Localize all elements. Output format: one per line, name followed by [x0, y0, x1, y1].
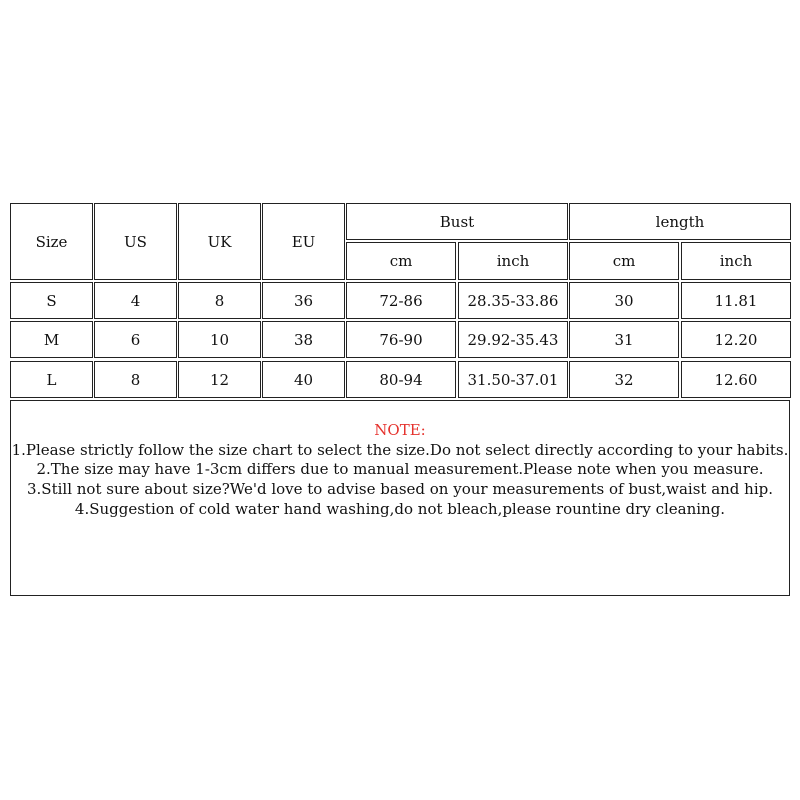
cell-us: 8: [94, 361, 177, 398]
cell-bust-cm: 72-86: [346, 282, 456, 319]
note-item: 1.Please strictly follow the size chart to select the size.Do not select directly according to your habits.: [11, 440, 789, 459]
cell-length-inch: 11.81: [681, 282, 791, 319]
cell-eu: 40: [262, 361, 345, 398]
cell-length-inch: 12.60: [681, 361, 791, 398]
cell-uk: 10: [178, 321, 261, 358]
cell-length-cm: 31: [569, 321, 679, 358]
cell-bust-inch: 28.35-33.86: [458, 282, 568, 319]
cell-us: 6: [94, 321, 177, 358]
cell-eu: 36: [262, 282, 345, 319]
cell-bust-inch: 31.50-37.01: [458, 361, 568, 398]
note-item: 2.The size may have 1-3cm differs due to manual measurement.Please note when you measure.: [36, 460, 764, 479]
cell-length-cm: 32: [569, 361, 679, 398]
cell-bust-cm: 80-94: [346, 361, 456, 398]
cell-uk: 8: [178, 282, 261, 319]
header-bust-cm: cm: [346, 242, 456, 280]
cell-size: L: [10, 361, 93, 398]
cell-length-cm: 30: [569, 282, 679, 319]
cell-uk: 12: [178, 361, 261, 398]
notes-title: NOTE:: [374, 421, 426, 439]
notes-box: [10, 400, 790, 596]
header-bust-inch: inch: [458, 242, 568, 280]
cell-eu: 38: [262, 321, 345, 358]
note-item: 3.Still not sure about size?We'd love to advise based on your measurements of bust,waist and hip.: [26, 480, 774, 499]
cell-size: S: [10, 282, 93, 319]
header-eu: EU: [262, 203, 345, 280]
cell-size: M: [10, 321, 93, 358]
header-uk: UK: [178, 203, 261, 280]
cell-length-inch: 12.20: [681, 321, 791, 358]
header-us: US: [94, 203, 177, 280]
header-length-inch: inch: [681, 242, 791, 280]
header-length-cm: cm: [569, 242, 679, 280]
cell-us: 4: [94, 282, 177, 319]
header-bust: Bust: [346, 203, 568, 240]
cell-bust-inch: 29.92-35.43: [458, 321, 568, 358]
header-length: length: [569, 203, 791, 240]
cell-bust-cm: 76-90: [346, 321, 456, 358]
header-size: Size: [10, 203, 93, 280]
note-item: 4.Suggestion of cold water hand washing,do not bleach,please rountine dry cleaning.: [74, 499, 726, 518]
